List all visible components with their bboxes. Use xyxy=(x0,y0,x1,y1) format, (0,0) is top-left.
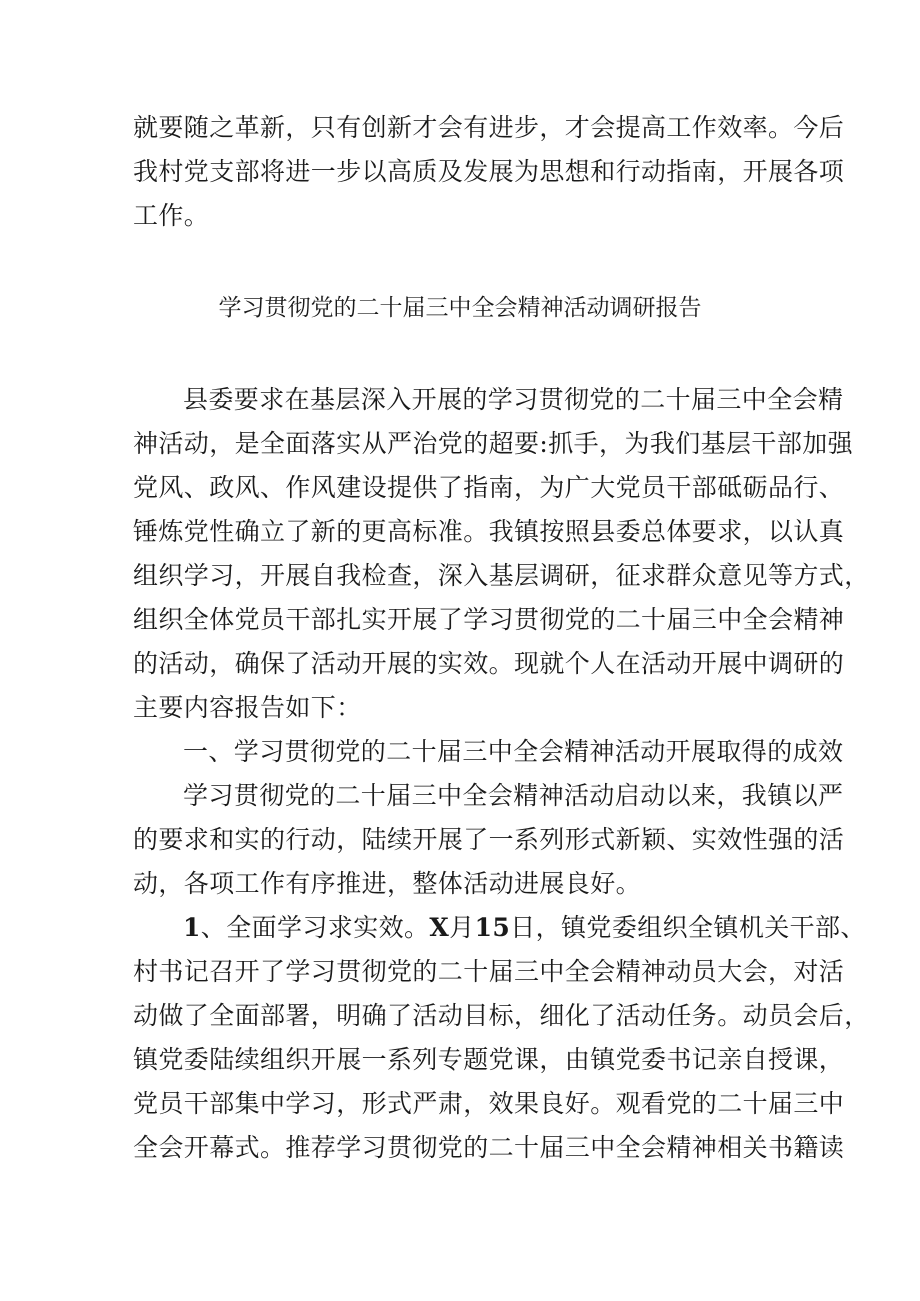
item1-number: 1 xyxy=(183,913,201,942)
item1-date-rest: 日，镇党委组织全镇机关干部、 xyxy=(510,913,866,942)
item1-date-x: X xyxy=(429,913,450,942)
paragraph2-line-2: 的要求和实的行动，陆续开展了一系列形式新颖、实效性强的活 xyxy=(133,825,845,854)
item1-line-4: 镇党委陆续组织开展一系列专题党课，由镇党委书记亲自授课， xyxy=(133,1045,845,1074)
item1-date-day: 15 xyxy=(474,913,511,942)
item1-first-line xyxy=(183,913,866,943)
intro-line-3: 工作。 xyxy=(133,201,210,230)
paragraph1-line-3: 党风、政风、作风建设提供了指南，为广大党员干部砥砺品行、 xyxy=(133,473,845,502)
paragraph1-line-8: 主要内容报告如下： xyxy=(133,693,362,722)
paragraph1-line-1: 县委要求在基层深入开展的学习贯彻党的二十届三中全会精 xyxy=(183,385,844,414)
section1-heading: 一、学习贯彻党的二十届三中全会精神活动开展取得的成效 xyxy=(183,737,844,766)
item1-line-3: 动做了全面部署，明确了活动目标，细化了活动任务。动员会后， xyxy=(133,1001,870,1030)
paragraph1-line-6: 组织全体党员干部扎实开展了学习贯彻党的二十届三中全会精神 xyxy=(133,605,845,634)
item1-date-month: 月 xyxy=(449,913,475,942)
paragraph2-line-3: 动，各项工作有序推进，整体活动进展良好。 xyxy=(133,869,642,898)
item1-line-2: 村书记召开了学习贯彻党的二十届三中全会精神动员大会，对活 xyxy=(133,957,845,986)
item1-line-6: 全会开幕式。推荐学习贯彻党的二十届三中全会精神相关书籍读 xyxy=(133,1133,845,1162)
paragraph1-line-5: 组织学习，开展自我检查，深入基层调研，征求群众意见等方式， xyxy=(133,561,870,590)
intro-line-1: 就要随之革新，只有创新才会有进步，才会提高工作效率。今后 xyxy=(133,113,845,142)
item1-line-5: 党员干部集中学习，形式严肃，效果良好。观看党的二十届三中 xyxy=(133,1089,845,1118)
intro-line-2: 我村党支部将进一步以高质及发展为思想和行动指南，开展各项 xyxy=(133,157,845,186)
paragraph1-line-7: 的活动，确保了活动开展的实效。现就个人在活动开展中调研的 xyxy=(133,649,845,678)
paragraph1-line-2: 神活动，是全面落实从严治党的超要:抓手，为我们基层干部加强 xyxy=(133,429,854,458)
paragraph2-line-1: 学习贯彻党的二十届三中全会精神活动启动以来，我镇以严 xyxy=(183,781,844,810)
item1-heading: 、全面学习求实效。 xyxy=(200,913,430,942)
paragraph1-line-4: 锤炼党性确立了新的更高标准。我镇按照县委总体要求，以认真 xyxy=(133,517,845,546)
report-title: 学习贯彻党的二十届三中全会精神活动调研报告 xyxy=(218,295,702,321)
